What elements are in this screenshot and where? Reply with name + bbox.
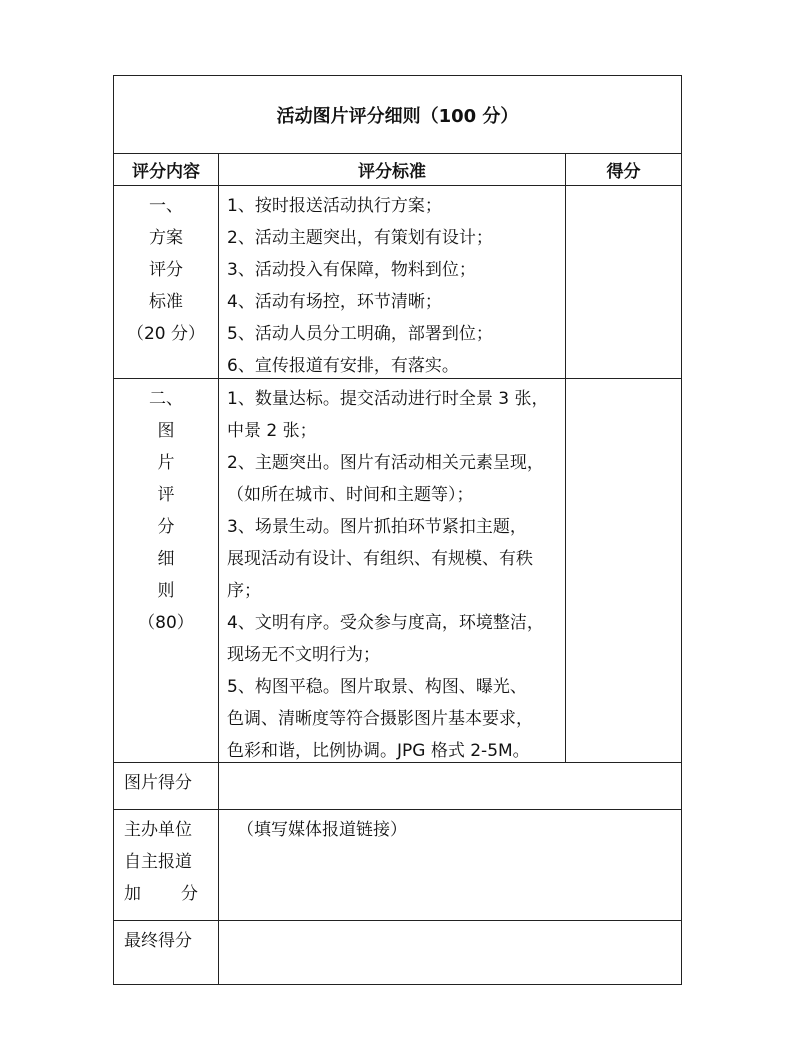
section2-label-line: 二、 [149,389,183,409]
section1-label-line: 方案 [149,228,183,248]
criteria-line: 4、活动有场控，环节清晰； [227,292,442,312]
bonus-label-last-line [124,878,198,910]
criteria-line: 展现活动有设计、有组织、有规模、有秩 [227,549,533,569]
section2-label-line: 则 [157,581,175,601]
criteria-line: 色调、清晰度等符合摄影图片基本要求， [227,709,533,729]
section2-score-cell[interactable] [566,379,681,763]
criteria-line: 5、活动人员分工明确，部署到位； [227,324,493,344]
bonus-label-char: 加 [124,884,141,904]
section1-criteria [219,186,566,379]
criteria-line: 现场无不文明行为； [227,645,380,665]
section1-score-cell[interactable] [566,186,681,379]
bonus-label-line: 主办单位 [124,820,192,840]
section2-label [114,379,219,763]
picture-score-label: 图片得分 [114,763,219,810]
bonus-note: （填写媒体报道链接） [237,820,407,840]
criteria-line: （如所在城市、时间和主题等）； [227,485,474,505]
final-score-label: 最终得分 [114,921,219,984]
section2-label-line: （80） [138,613,194,633]
criteria-line: 2、主题突出。图片有活动相关元素呈现， [227,453,544,473]
header-criteria: 评分标准 [219,153,566,186]
section1-label-line: 评分 [149,260,183,280]
section1-label-line: 一、 [149,196,183,216]
scoring-table [113,75,682,985]
criteria-line: 1、数量达标。提交活动进行时全景 3 张， [227,389,549,409]
section2-label-line: 细 [157,549,175,569]
criteria-line: 1、按时报送活动执行方案； [227,196,442,216]
section1-label-line: （20 分） [126,324,206,344]
criteria-line: 中景 2 张； [227,421,317,441]
criteria-line: 序； [227,581,261,601]
criteria-line: 3、活动投入有保障，物料到位； [227,260,476,280]
section2-label-line: 图 [157,421,175,441]
header-content: 评分内容 [114,153,219,186]
criteria-line: 5、构图平稳。图片取景、构图、曝光、 [227,677,527,697]
criteria-line: 色彩和谐，比例协调。JPG 格式 2-5M。 [227,741,530,761]
criteria-line: 6、宣传报道有安排，有落实。 [227,356,459,376]
section2-label-line: 评 [157,485,175,505]
bonus-label-char: 分 [181,884,198,904]
section2-criteria [219,379,566,763]
table-title: 活动图片评分细则（100 分） [114,76,681,154]
section2-label-line: 分 [157,517,175,537]
bonus-label-line: 自主报道 [124,852,192,872]
picture-score-cell[interactable] [219,763,681,810]
section1-label-line: 标准 [149,292,183,312]
header-score: 得分 [566,153,681,186]
criteria-line: 3、场景生动。图片抓拍环节紧扣主题， [227,517,527,537]
final-score-cell[interactable] [219,921,681,984]
criteria-line: 4、文明有序。受众参与度高，环境整洁， [227,613,544,633]
section2-label-line: 片 [157,453,175,473]
bonus-link-cell[interactable] [219,810,681,921]
bonus-label [114,810,219,921]
criteria-line: 2、活动主题突出，有策划有设计； [227,228,493,248]
section1-label [114,186,219,379]
